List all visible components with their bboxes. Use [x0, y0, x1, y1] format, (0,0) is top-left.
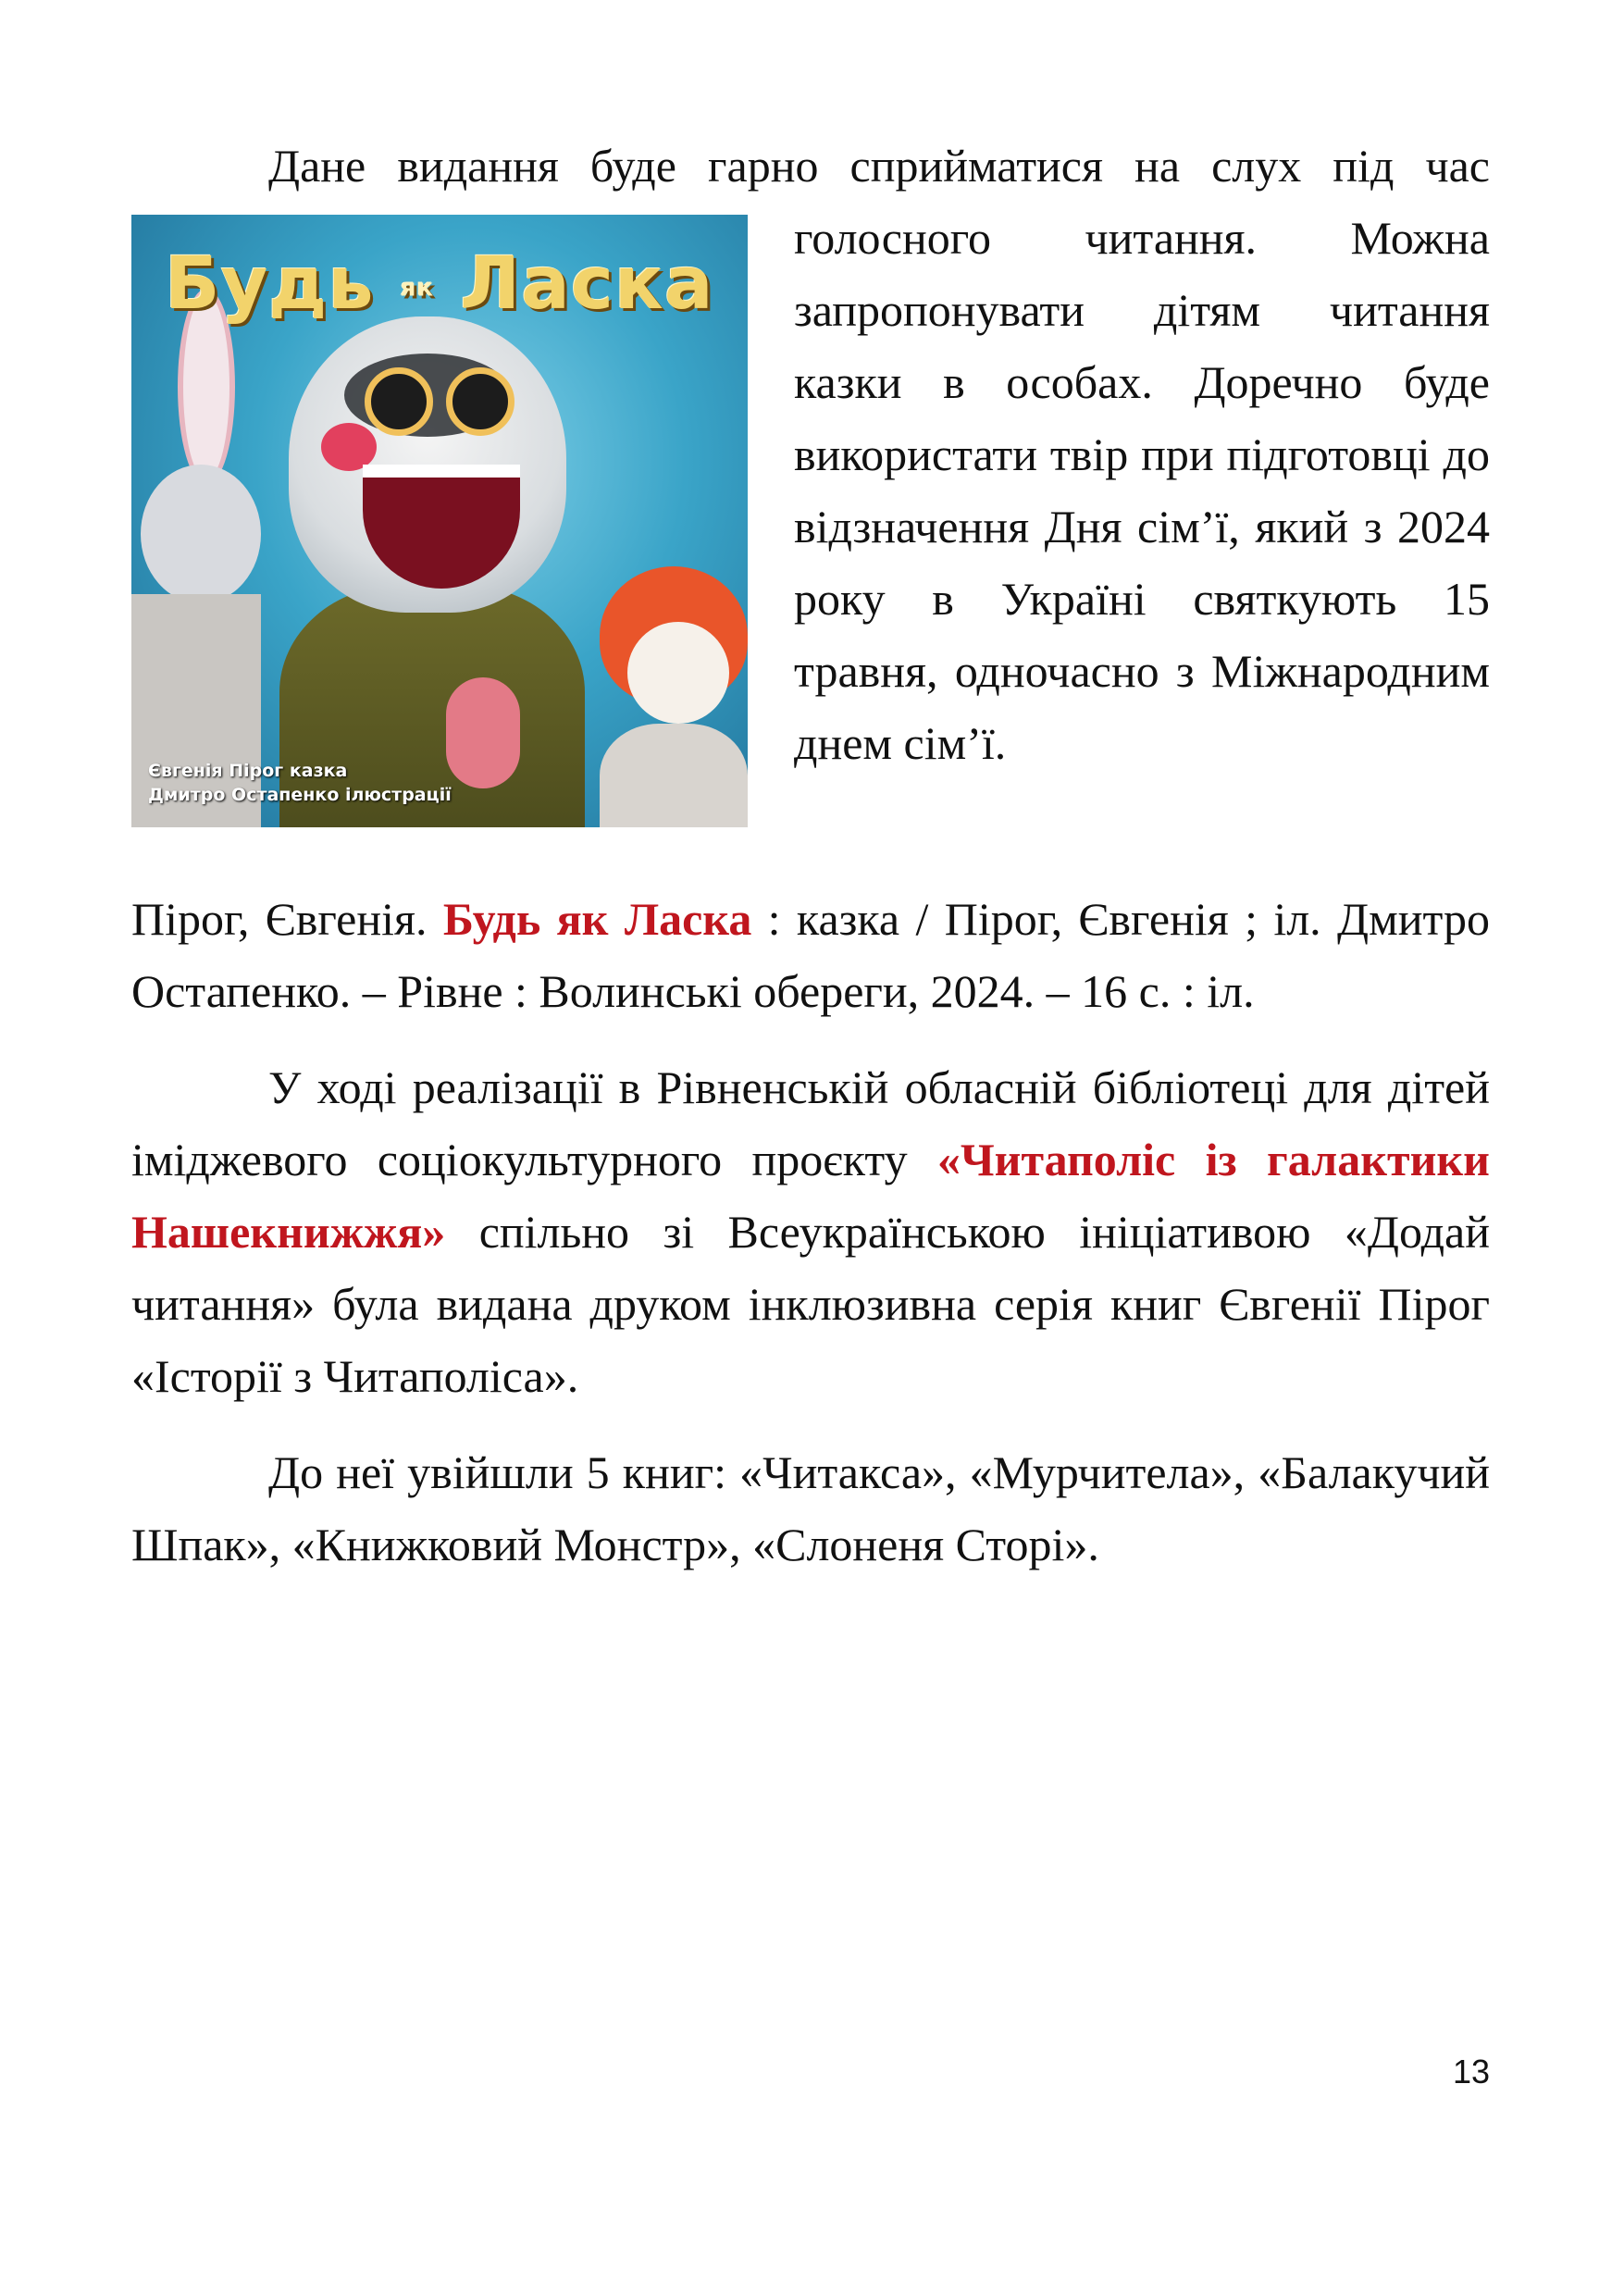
rabbit-illustration [131, 289, 270, 827]
project-name: «Читаполіс із галактики Нашекнижжя» [131, 1134, 1490, 1258]
page-content [131, 130, 1490, 1581]
intro-paragraph-rest: голосного читання. Можна запропонувати дітям читання казки в особах. Доречно буде використати твір при підготовці до відзначення Дня сім’ї, який з 2024 року в Україні святкують 15 травня, одночасно з Міжнародним днем сім’ї. [794, 212, 1490, 769]
page-number: 13 [1452, 2053, 1490, 2090]
intro-with-cover [131, 202, 1490, 805]
cover-credits: Євгенія Пірог казка Дмитро Остапенко ілюстрації [148, 761, 452, 805]
book-cover-image [131, 215, 748, 827]
cover-title: Будь як Ласка [165, 242, 714, 326]
bibliographic-citation: Пірог, Євгенія. Будь як Ласка : казка / Пірог, Євгенія ; іл. Дмитро Остапенко. – Рівне : Волинські обереги, 2024. – 16 с. : іл. [131, 893, 1490, 1017]
intro-first-line: Дане видання буде гарно сприйматися на слух під час [268, 140, 1490, 192]
fox-illustration [590, 539, 748, 827]
book-title: Будь як Ласка [442, 893, 752, 945]
books-paragraph: До неї увійшли 5 книг: «Читакса», «Мурчитела», «Балакучий Шпак», «Книжковий Монстр», «Слоненя Сторі». [131, 1446, 1490, 1570]
project-paragraph: У ході реалізації в Рівненській обласній бібліотеці для дітей іміджевого соціокультурного проєкту «Читаполіс із галактики Нашекнижжя» спільно зі Всеукраїнською ініціативою «Додай читання» була видана друком інклюзивна серія книг Євгенії Пірог «Історії з Читаполіса». [131, 1061, 1490, 1402]
